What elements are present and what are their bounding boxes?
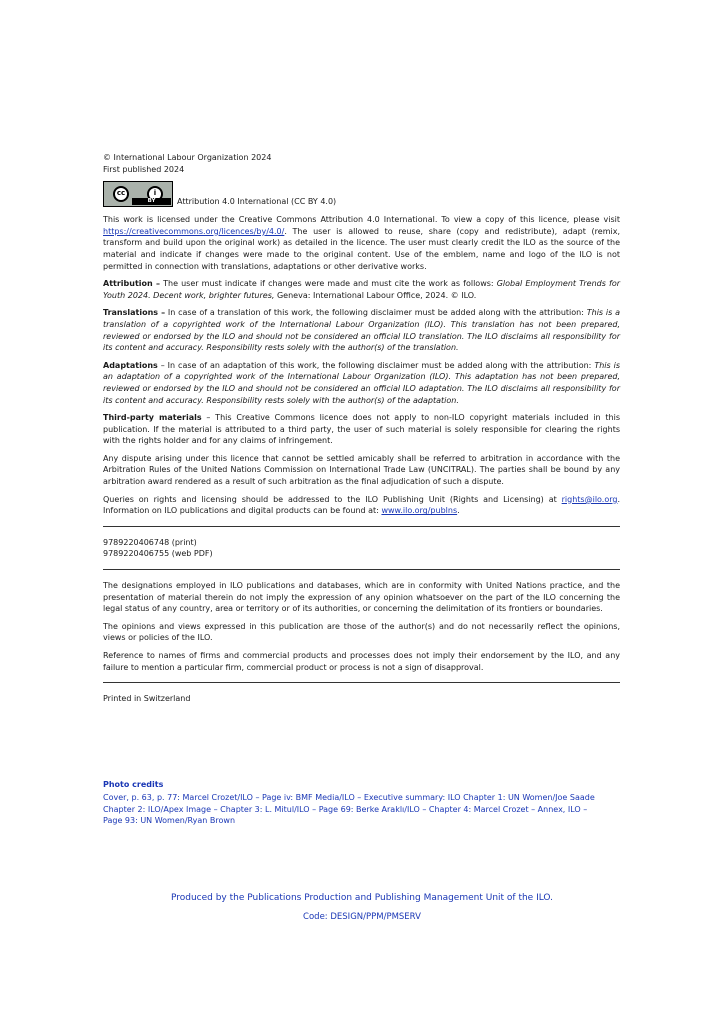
adaptations-label: Adaptations <box>103 360 158 370</box>
photo-credits-line: Page 93: UN Women/Ryan Brown <box>103 816 236 826</box>
cc-icon: cc <box>113 186 129 202</box>
license-paragraph <box>103 214 620 272</box>
first-published: First published 2024 <box>103 164 185 174</box>
translations-paragraph: Translations – In case of a translation of this work, the following disclaimer must be added along with the attribution: This is a translation of a copyrighted work of the International Labour Organization (ILO). This translation has not been prepared, reviewed or endorsed by the ILO and should not be considered an official ILO translation. The ILO disclaims all responsibility for its content and accuracy. Responsibility rests solely with the author(s) of the translation. <box>103 308 621 353</box>
produced-by: Produced by the Publications Production and Publishing Management Unit of the ILO. <box>170 893 554 903</box>
rights-email-link[interactable]: rights@ilo.org <box>561 494 618 504</box>
opinions-paragraph: The opinions and views expressed in this publication are those of the author(s) and do not necessarily reflect the opinions, views or policies of the ILO. <box>103 621 620 643</box>
divider <box>103 682 620 683</box>
copyright-line: © International Labour Organization 2024 <box>103 153 272 162</box>
cc-by-badge <box>103 181 173 207</box>
third-party-paragraph: Third-party materials – This Creative Commons licence does not apply to non-ILO copyright materials included in this publication. If the material is attributed to a third party, the user of such material is solely responsible for clearing the rights with the rights holder and for any claims of infringement. <box>103 413 621 446</box>
photo-credits-line: Chapter 2: ILO/Apex Image – Chapter 3: L. Mitul/ILO – Page 69: Berke Araklı/ILO – Chapter 4: Marcel Crozet – Annex, ILO – <box>103 804 588 814</box>
dispute-paragraph: Any dispute arising under this licence that cannot be settled amicably shall be referred to arbitration in accordance with the Arbitration Rules of the United Nations Commission on International Trade Law (UNCITRAL). The parties shall be bound by any arbitration award rendered as a result of such arbitration as the final adjudication of such a dispute. <box>103 453 620 487</box>
attribution-paragraph: Attribution – The user must indicate if changes were made and must cite the work as follows: Global Employment Trends for Youth 2024. Decent work, brighter futures, Geneva: International Labour Office, 2024. © ILO. <box>103 279 621 300</box>
translations-label: Translations – <box>103 308 166 318</box>
printed-in: Printed in Switzerland <box>103 694 191 704</box>
divider <box>103 569 620 570</box>
copyright-page <box>103 152 620 705</box>
adaptations-paragraph: Adaptations – In case of an adaptation of this work, the following disclaimer must be added along with the attribution: This is an adaptation of a copyrighted work of the International Labour Organization (ILO). This adaptation has not been prepared, reviewed or endorsed by the ILO and should not be considered an official ILO adaptation. The ILO disclaims all responsibility for its content and accuracy. Responsibility rests solely with the author(s) of the adaptation. <box>103 360 621 405</box>
publication-title: Global Employment Trends for Youth 2024. Decent work, brighter futures, <box>103 279 621 300</box>
divider <box>103 526 620 527</box>
by-strip: BY <box>132 198 171 205</box>
third-party-label: Third-party materials <box>103 413 202 423</box>
ilo-publns-link[interactable]: www.ilo.org/publns <box>381 506 458 516</box>
license-link[interactable]: https://creativecommons.org/licences/by/4.0/ <box>103 226 285 236</box>
by-person-icon: i <box>147 186 163 202</box>
license-text-cont: . The user is allowed to reuse, share (copy and redistribute), adapt (remix, transform and build upon the original work) as detailed in the licence. The user must clearly credit the ILO as the source of the material and indicate if changes were made to the original content. Use of the emblem, name and logo of the ILO is not permitted in connection with translations, adaptations or other derivative works. <box>103 226 620 271</box>
queries-paragraph: Queries on rights and licensing should be addressed to the ILO Publishing Unit (Rights and Licensing) at rights@ilo.org. Information on ILO publications and digital products can be found at: www.ilo.org/publns. <box>103 494 620 516</box>
license-text: This work is licensed under the Creative Commons Attribution 4.0 International. To view a copy of this licence, please visit <box>103 215 620 225</box>
photo-credits <box>103 792 623 827</box>
isbn-web: 9789220406755 (web PDF) <box>103 549 213 559</box>
license-label: Attribution 4.0 International (CC BY 4.0) <box>177 196 337 206</box>
isbn-print: 9789220406748 (print) <box>103 537 197 547</box>
photo-credits-title: Photo credits <box>103 780 164 789</box>
license-row <box>103 181 620 207</box>
designations-paragraph: The designations employed in ILO publications and databases, which are in conformity with United Nations practice, and the presentation of material therein do not imply the expression of any opinion whatsoever on the part of the ILO concerning the legal status of any country, area or territory or of its authorities, or concerning the delimitation of its frontiers or boundaries. <box>103 581 620 614</box>
attribution-label: Attribution – <box>103 279 161 289</box>
production-code: Code: DESIGN/PPM/PMSERV <box>303 912 421 922</box>
reference-paragraph: Reference to names of firms and commercial products and processes does not imply their endorsement by the ILO, and any failure to mention a particular firm, commercial product or process is not a sign of disapproval. <box>103 651 620 672</box>
photo-credits-line: Cover, p. 63, p. 77: Marcel Crozet/ILO – Page iv: BMF Media/ILO – Executive summary: ILO Chapter 1: UN Women/Joe Saade <box>103 793 595 802</box>
